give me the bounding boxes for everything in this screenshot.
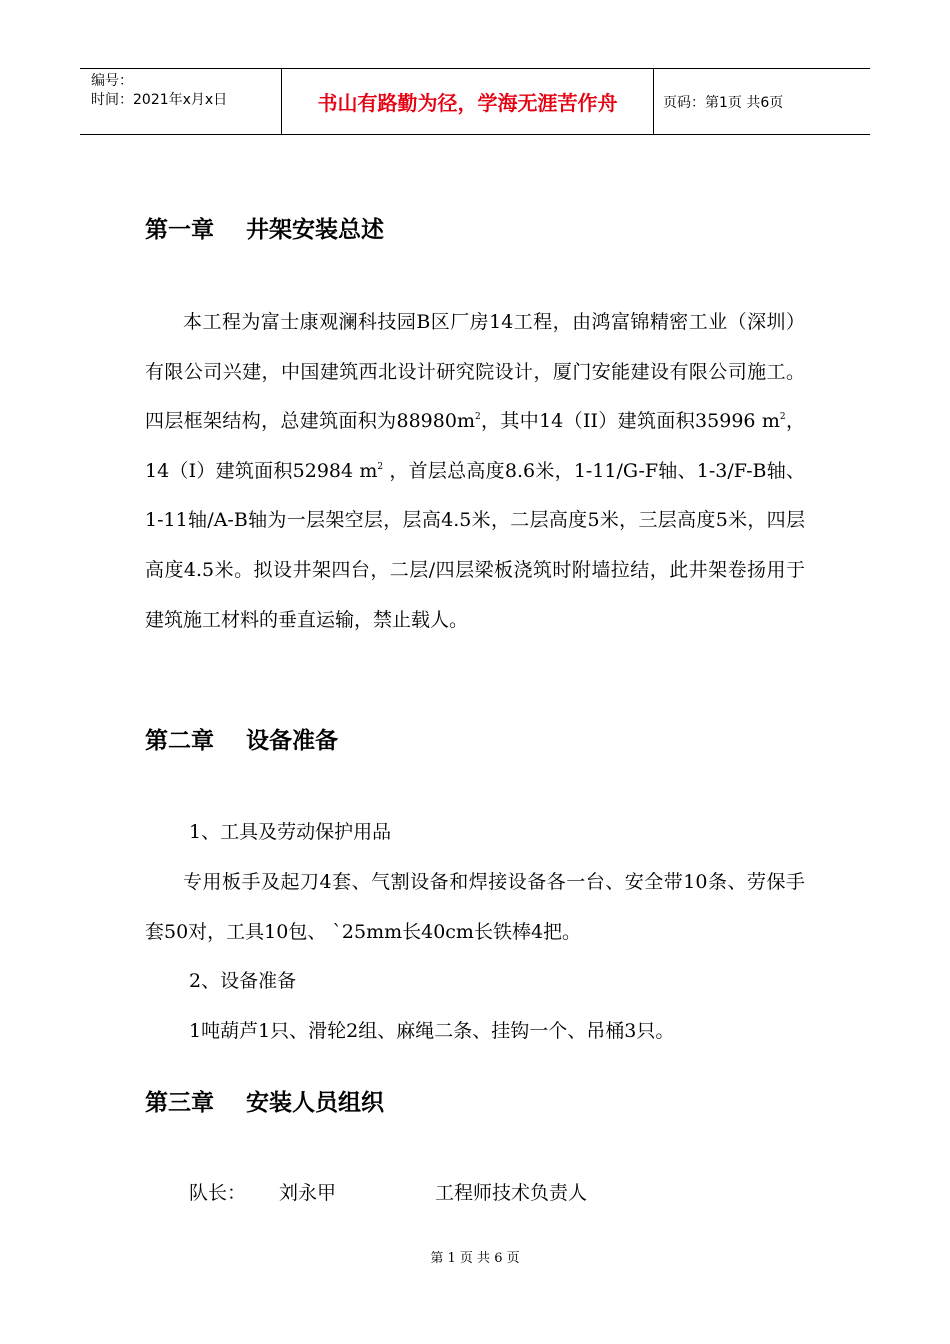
header-date: 时间：2021年x月x日 — [91, 92, 228, 108]
chapter-1-title: 第一章 井架安装总述 — [145, 217, 385, 243]
chapter-1-text-b: ，其中14（II）建筑面积35996 m — [480, 410, 780, 433]
superscript-2: 2 — [377, 461, 384, 472]
superscript-2: 2 — [474, 412, 481, 423]
chapter-1-text-a: 本工程为富士康观澜科技园B区厂房14工程，由鸿富锦精密工业（深圳）有限公司兴建，中国建筑西北设计研究院设计，厦门安能建设有限公司施工。四层框架结构，总建筑面积为88980m — [145, 311, 805, 433]
item-1-title: 1、工具及劳动保护用品 — [189, 821, 392, 843]
chapter-1-text-c: ，14（I）建筑面积52984 m — [145, 410, 805, 482]
page-footer: 第 1 页 共 6 页 — [430, 1251, 520, 1266]
item-2-text: 1吨葫芦1只、滑轮2组、麻绳二条、挂钩一个、吊桶3只。 — [189, 1020, 675, 1042]
header-motto: 书山有路勤为径，学海无涯苦作舟 — [282, 69, 654, 134]
header-number-label: 编号： — [91, 73, 133, 89]
leader-label: 队长： — [189, 1182, 247, 1204]
item-2-title: 2、设备准备 — [189, 970, 297, 992]
leader-name: 刘永甲 — [279, 1182, 337, 1204]
leader-role: 工程师技术负责人 — [435, 1182, 588, 1204]
header-meta — [80, 69, 282, 134]
header-page-info: 页码：第1页 共6页 — [663, 94, 784, 111]
chapter-2-title: 第二章 设备准备 — [145, 728, 339, 754]
item-1-text: 专用板手及起刀4套、气割设备和焊接设备各一台、安全带10条、劳保手套50对，工具10包、 `25mm长40cm长铁棒4把。 — [145, 871, 805, 943]
page-header — [80, 68, 870, 135]
superscript-2: 2 — [779, 412, 786, 423]
chapter-1-text-d: ，首层总高度8.6米，1-11/G-F轴、1-3/F-B轴、1-11轴/A-B轴为一层架空层，层高4.5米，二层高度5米，三层高度5米，四层高度4.5米。拟设井架四台，二层/四层梁板浇筑时附墙拉结，此井架卷扬用于建筑施工材料的垂直运输，禁止载人。 — [145, 459, 805, 631]
chapter-1-paragraph — [145, 298, 805, 645]
chapter-3-title: 第三章 安装人员组织 — [145, 1090, 385, 1116]
